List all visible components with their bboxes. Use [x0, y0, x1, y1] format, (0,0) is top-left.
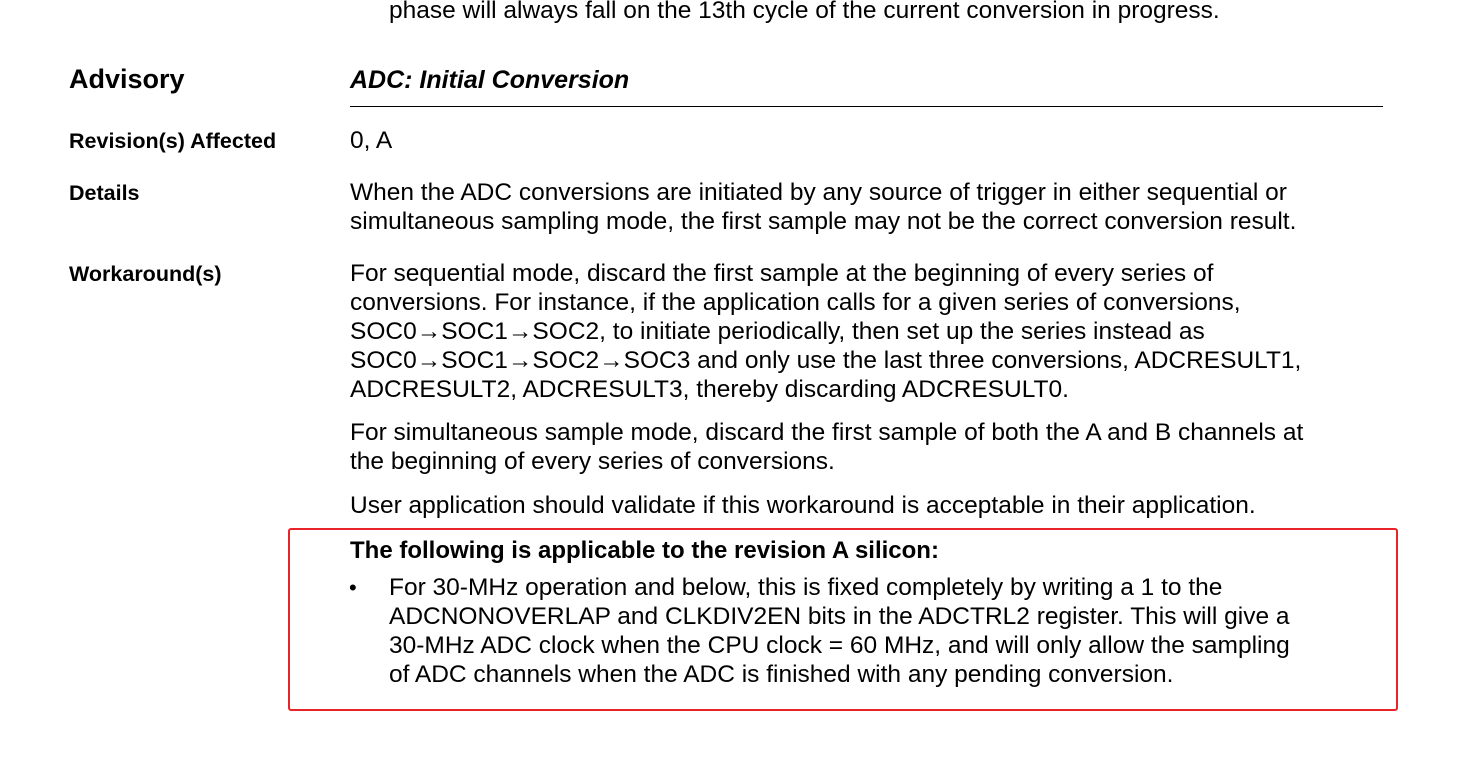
text-line: For simultaneous sample mode, discard the first sample of both the A and B channels at: [350, 419, 1304, 446]
bullet-icon: •: [349, 575, 357, 600]
text-line: User application should validate if this workaround is acceptable in their application.: [350, 492, 1256, 519]
text-line: SOC0→SOC1→SOC2→SOC3 and only use the last three conversions, ADCRESULT1,: [350, 347, 1302, 374]
text-line: conversions. For instance, if the application calls for a given series of conversions,: [350, 289, 1241, 316]
text-line: For sequential mode, discard the first sample at the beginning of every series of: [350, 260, 1214, 287]
text-line: the beginning of every series of conversions.: [350, 448, 835, 475]
workaround-paragraph-sequential: [350, 259, 1410, 404]
text-line: ADCNONOVERLAP and CLKDIV2EN bits in the ADCTRL2 register. This will give a: [389, 603, 1290, 630]
details-label: Details: [69, 181, 140, 205]
text-line: When the ADC conversions are initiated by any source of trigger in either sequential or: [350, 179, 1287, 206]
workaround-paragraph-validation: [350, 491, 1410, 520]
advisory-title: ADC: Initial Conversion: [350, 66, 630, 94]
revision-a-bullet-item: [389, 573, 1399, 689]
revisions-affected-label: Revision(s) Affected: [69, 129, 277, 153]
previous-paragraph-fragment: phase will always fall on the 13th cycle of the current conversion in progress.: [389, 0, 1220, 24]
title-divider: [350, 106, 1383, 107]
workaround-paragraph-simultaneous: [350, 418, 1410, 476]
revisions-affected-value: 0, A: [350, 127, 393, 154]
advisory-label: Advisory: [69, 64, 185, 94]
workaround-label: Workaround(s): [69, 262, 222, 286]
text-line: 30-MHz ADC clock when the CPU clock = 60 MHz, and will only allow the sampling: [389, 632, 1290, 659]
text-line: For 30-MHz operation and below, this is fixed completely by writing a 1 to the: [389, 574, 1223, 601]
text-line: simultaneous sampling mode, the first sample may not be the correct conversion result.: [350, 208, 1297, 235]
text-line: SOC0→SOC1→SOC2, to initiate periodically, then set up the series instead as: [350, 318, 1205, 345]
text-line: of ADC channels when the ADC is finished with any pending conversion.: [389, 661, 1174, 688]
details-paragraph: [350, 178, 1410, 236]
revision-a-heading: The following is applicable to the revision A silicon:: [350, 537, 939, 564]
text-line: ADCRESULT2, ADCRESULT3, thereby discarding ADCRESULT0.: [350, 376, 1069, 403]
